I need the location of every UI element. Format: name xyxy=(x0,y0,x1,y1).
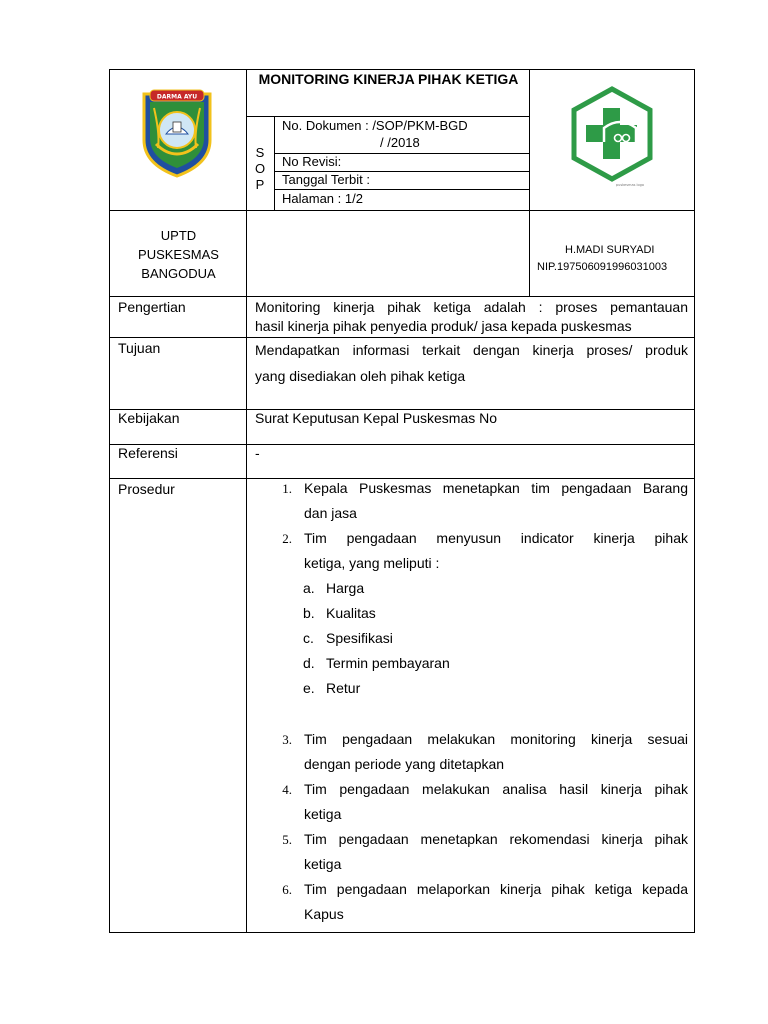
procedure-step-line-1: Tim pengadaan menyusun indicator kinerja pihak xyxy=(304,530,688,546)
regency-emblem-logo xyxy=(136,84,218,180)
procedure-step-line-2: ketiga xyxy=(304,806,342,822)
label-kebijakan: Kebijakan xyxy=(118,410,180,426)
criteria-letter: b. xyxy=(303,605,315,621)
meta-divider-3 xyxy=(274,189,530,190)
criteria-item-c xyxy=(303,626,393,651)
criteria-letter: d. xyxy=(303,655,315,671)
procedure-step-text xyxy=(304,526,688,576)
procedure-step-text xyxy=(304,827,688,877)
procedure-step-text xyxy=(304,727,688,777)
table-border-bottom xyxy=(109,932,695,933)
criteria-text: Spesifikasi xyxy=(326,630,393,646)
signer-nip: NIP.197506091996031003 xyxy=(537,261,668,273)
publish-date: Tanggal Terbit : xyxy=(282,172,370,187)
procedure-step-2 xyxy=(270,526,688,576)
header-title-divider xyxy=(246,116,530,117)
unit-name-line-1: UPTD xyxy=(160,228,197,243)
procedure-step-line-2: ketiga, yang meliputi : xyxy=(304,555,440,571)
procedure-step-number: 1. xyxy=(282,481,292,496)
procedure-step-line-1: Tim pengadaan melakukan analisa hasil kinerja pihak xyxy=(304,781,688,797)
procedure-step-1 xyxy=(270,476,688,526)
column-divider-header-right xyxy=(529,69,530,296)
pengertian-line-2: hasil kinerja pihak penyedia produk/ jasa kepada puskesmas xyxy=(255,318,632,334)
criteria-item-a xyxy=(303,576,364,601)
label-pengertian: Pengertian xyxy=(118,299,186,315)
procedure-step-line-2: ketiga xyxy=(304,856,342,872)
page-number: Halaman : 1/2 xyxy=(282,191,363,206)
table-border-left xyxy=(109,69,110,933)
content-kebijakan: Surat Keputusan Kepal Puskesmas No xyxy=(255,410,498,426)
procedure-step-4 xyxy=(270,777,688,827)
sop-letter-o: O xyxy=(254,161,266,176)
document-number: No. Dokumen : /SOP/PKM-BGD xyxy=(282,118,468,133)
emblem-banner-text: DARMA AYU xyxy=(156,93,198,101)
procedure-step-6 xyxy=(270,877,688,927)
procedure-step-line-2: dengan periode yang ditetapkan xyxy=(304,756,505,772)
signer-name: H.MADI SURYADI xyxy=(565,244,655,256)
header-row-divider xyxy=(109,210,695,211)
procedure-step-5 xyxy=(270,827,688,877)
document-number-date: / /2018 xyxy=(380,135,420,150)
revision-number: No Revisi: xyxy=(282,154,342,169)
procedure-step-3 xyxy=(270,727,688,777)
procedure-step-line-1: Tim pengadaan melakukan monitoring kinerja sesuai xyxy=(304,731,688,747)
procedure-step-line-1: Tim pengadaan menetapkan rekomendasi kinerja pihak xyxy=(304,831,688,847)
criteria-letter: e. xyxy=(303,680,315,696)
criteria-text: Kualitas xyxy=(326,605,376,621)
procedure-step-number: 4. xyxy=(282,782,292,797)
label-prosedur: Prosedur xyxy=(118,481,175,497)
table-border-right xyxy=(694,69,695,933)
criteria-text: Retur xyxy=(326,680,361,696)
column-divider-label xyxy=(246,69,247,933)
tujuan-line-2: yang disediakan oleh pihak ketiga xyxy=(255,368,466,384)
procedure-step-text xyxy=(304,777,688,827)
label-referensi: Referensi xyxy=(118,445,178,461)
criteria-text: Termin pembayaran xyxy=(326,655,450,671)
unit-name xyxy=(110,226,247,283)
procedure-step-number: 2. xyxy=(282,531,292,546)
criteria-text: Harga xyxy=(326,580,365,596)
criteria-letter: a. xyxy=(303,580,315,596)
label-tujuan: Tujuan xyxy=(118,340,161,356)
procedure-step-line-2: dan jasa xyxy=(304,505,357,521)
sop-letter-divider xyxy=(274,116,275,210)
sop-letter-p: P xyxy=(255,177,265,192)
procedure-step-number: 5. xyxy=(282,832,292,847)
procedure-step-line-2: Kapus xyxy=(304,906,344,922)
unit-name-line-2: PUSKESMAS xyxy=(138,247,219,262)
content-tujuan xyxy=(255,337,688,389)
tujuan-line-1: Mendapatkan informasi terkait dengan kinerja proses/ produk xyxy=(255,342,688,358)
puskesmas-logo-caption: puskesmas logo xyxy=(615,183,644,187)
criteria-item-b xyxy=(303,601,376,626)
procedure-step-text xyxy=(304,877,688,927)
document-title: MONITORING KINERJA PIHAK KETIGA xyxy=(258,71,519,87)
procedure-step-text xyxy=(304,476,688,526)
row-divider-pengertian xyxy=(109,296,695,297)
pengertian-line-1: Monitoring kinerja pihak ketiga adalah : proses pemantauan xyxy=(255,299,688,315)
criteria-item-e xyxy=(303,676,360,701)
content-pengertian xyxy=(255,298,688,336)
procedure-step-number: 6. xyxy=(282,882,292,897)
criteria-item-d xyxy=(303,651,450,676)
procedure-step-line-1: Kepala Puskesmas menetapkan tim pengadaan Barang xyxy=(304,480,688,496)
content-referensi: - xyxy=(255,445,260,461)
procedure-step-line-1: Tim pengadaan melaporkan kinerja pihak ketiga kepada xyxy=(304,881,688,897)
puskesmas-logo xyxy=(570,86,658,188)
sop-letters xyxy=(247,145,273,193)
criteria-letter: c. xyxy=(303,630,314,646)
sop-letter-s: S xyxy=(255,145,265,160)
unit-name-line-3: BANGODUA xyxy=(141,266,216,281)
procedure-step-number: 3. xyxy=(282,732,292,747)
